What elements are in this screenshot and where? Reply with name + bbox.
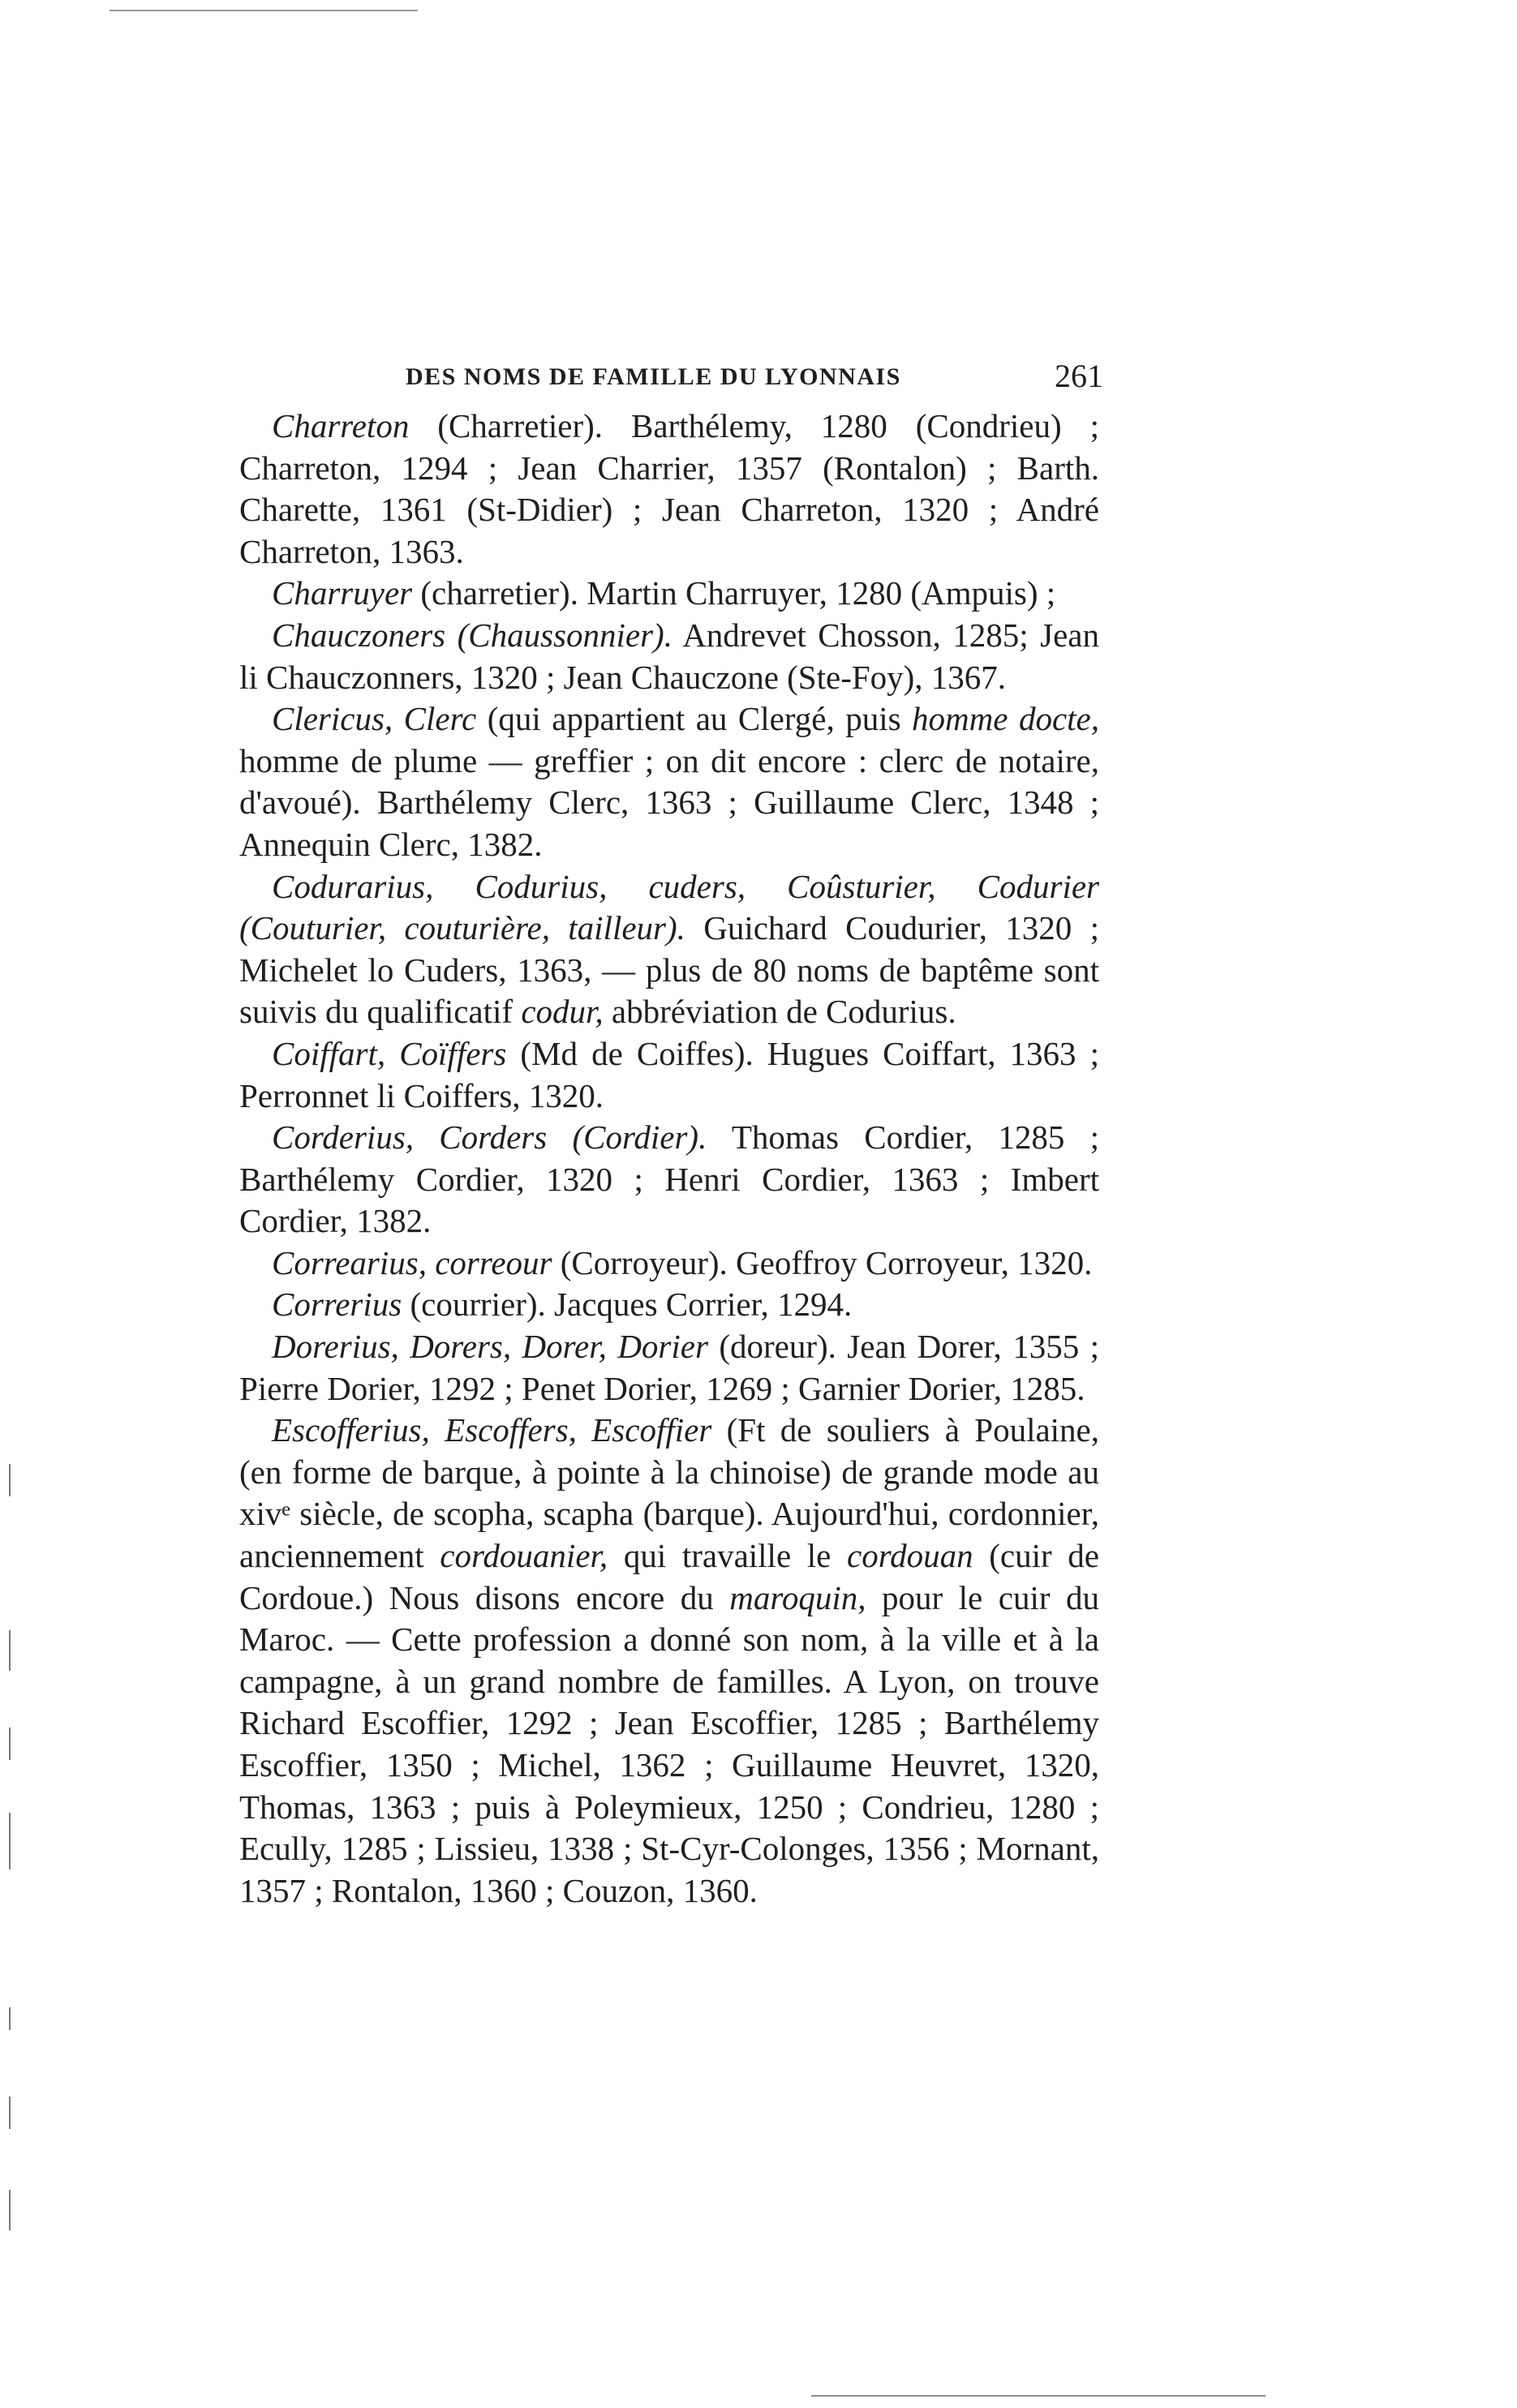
body-text xyxy=(239,406,1099,1912)
entry-body: (Md de Coiffes). Hugues Coiffart, 1363 ; Perronnet li Coiffers, 1320. xyxy=(239,1034,1099,1114)
margin-mark xyxy=(9,1464,11,1496)
entry-term: Dorerius, Dorers, Dorer, Dorier xyxy=(272,1328,708,1366)
entry-term: cordouan xyxy=(847,1537,973,1575)
entry-term: Corderius, Corders (Cordier). xyxy=(272,1118,707,1157)
entry xyxy=(239,573,1099,615)
entry-term: Clericus, Clerc xyxy=(272,700,477,738)
entry xyxy=(239,1284,1099,1326)
entry-body: (doreur). Jean Dorer, 1355 ; Pierre Dorier, 1292 ; Penet Dorier, 1269 ; Garnier Dorier, 1285. xyxy=(239,1328,1099,1407)
entry-body: Andrevet Chosson, 1285; Jean li Chauczonners, 1320 ; Jean Chauczone (Ste-Foy), 1367. xyxy=(239,616,1099,696)
entry xyxy=(239,615,1099,698)
running-title: DES NOMS DE FAMILLE DU LYONNAIS xyxy=(406,363,901,390)
entry-term: codur, xyxy=(521,993,604,1031)
entry xyxy=(239,1326,1099,1410)
entry-term: Correarius, correour xyxy=(272,1243,552,1281)
page-number: 261 xyxy=(1055,358,1103,394)
entry-term: Charruyer xyxy=(272,574,413,612)
entry-body: (courrier). Jacques Corrier, 1294. xyxy=(402,1286,853,1324)
entry-term: homme docte, xyxy=(912,700,1099,738)
entry-body: (Charretier). Barthélemy, 1280 (Condrieu) ; Charreton, 1294 ; Jean Charrier, 1357 (Rontalon) ; Barth. Charette, 1361 (St-Didier) ; Jean Charreton, 1320 ; André Charreton, 1363. xyxy=(239,407,1099,570)
margin-mark xyxy=(9,1728,11,1760)
entry-term: cordouanier, xyxy=(440,1537,608,1575)
margin-mark xyxy=(9,1630,11,1671)
entry xyxy=(239,1243,1099,1285)
entry-term: Chauczoners (Chaussonnier). xyxy=(272,616,673,654)
entry xyxy=(239,1410,1099,1912)
entry-body: abbréviation de Codurius. xyxy=(603,993,956,1031)
entry-body: Guichard Coudurier, 1320 ; Michelet lo Cuders, 1363, — plus de 80 noms de baptême sont suivis du qualificatif xyxy=(239,909,1099,1031)
margin-mark xyxy=(9,1813,11,1869)
entry-body: (Ft de souliers à Poulaine, (en forme de barque, à pointe à la chinoise) de grande mode au xivᵉ siècle, de scopha, scapha (barque). Aujourd'hui, cordonnier, anciennement xyxy=(239,1411,1099,1575)
entry xyxy=(239,866,1099,1033)
entry-term: Coiffart, Coïffers xyxy=(272,1034,507,1072)
entry-body: qui travaille le xyxy=(608,1537,847,1575)
entry-body: (qui appartient au Clergé, puis xyxy=(476,700,913,738)
entry-term: Codurarius, Codurius, cuders, Coûsturier, Codurier (Couturier, couturière, tailleur). xyxy=(239,867,1099,947)
margin-mark xyxy=(9,2007,11,2030)
scan-edge-line-bottom xyxy=(811,2395,1266,2397)
entry-term: Escofferius, Escoffers, Escoffier xyxy=(272,1411,712,1449)
page-header xyxy=(406,357,1103,406)
margin-mark xyxy=(9,2097,11,2129)
entry-body: (cuir de Cordoue.) Nous disons encore du xyxy=(239,1537,1099,1616)
margin-mark xyxy=(9,2190,11,2230)
entry xyxy=(239,698,1099,865)
entry-term: maroquin, xyxy=(729,1578,866,1616)
entry xyxy=(239,1033,1099,1117)
entry-term: Correrius xyxy=(272,1286,402,1324)
entry-body: (Corroyeur). Geoffroy Corroyeur, 1320. xyxy=(552,1243,1093,1281)
entry-body: Thomas Cordier, 1285 ; Barthélemy Cordier, 1320 ; Henri Cordier, 1363 ; Imbert Cordier, 1382. xyxy=(239,1118,1099,1240)
entry-body: homme de plume — greffier ; on dit encore : clerc de notaire, d'avoué). Barthélemy Clerc, 1363 ; Guillaume Clerc, 1348 ; Annequin Clerc, 1382. xyxy=(239,741,1099,863)
entry xyxy=(239,406,1099,573)
entry-body: pour le cuir du Maroc. — Cette profession a donné son nom, à la ville et à la campagne, à un grand nombre de familles. A Lyon, on trouve Richard Escoffier, 1292 ; Jean Escoffier, 1285 ; Barthélemy Escoffier, 1350 ; Michel, 1362 ; Guillaume Heuvret, 1320, Thomas, 1363 ; puis à Poleymieux, 1250 ; Condrieu, 1280 ; Ecully, 1285 ; Lissieu, 1338 ; St-Cyr-Colonges, 1356 ; Mornant, 1357 ; Rontalon, 1360 ; Couzon, 1360. xyxy=(239,1578,1100,1909)
entry-term: Charreton xyxy=(272,407,410,444)
entry xyxy=(239,1117,1099,1243)
entry-body: (charretier). Martin Charruyer, 1280 (Ampuis) ; xyxy=(412,574,1056,612)
scan-edge-line-top xyxy=(110,10,418,11)
